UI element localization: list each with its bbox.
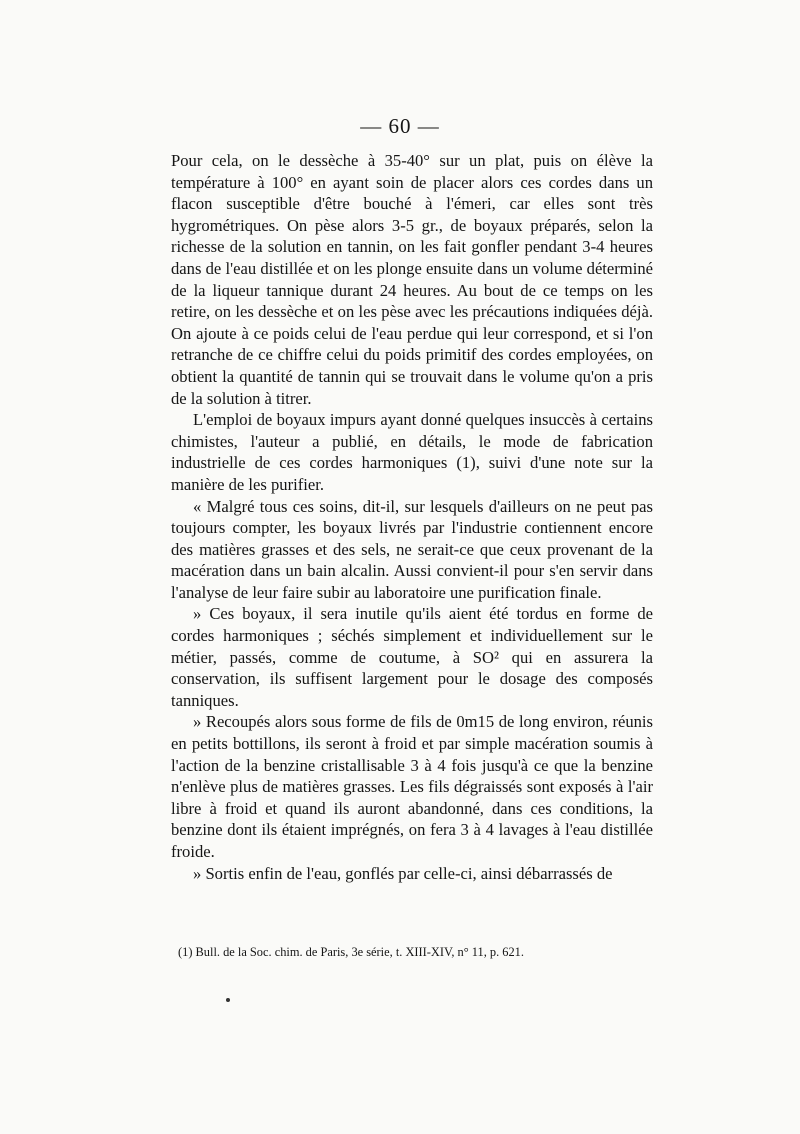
body-text [171, 150, 653, 884]
paragraph: Pour cela, on le dessèche à 35-40° sur un plat, puis on élève la température à 100° en ayant soin de placer alors ces cordes dans un flacon susceptible d'être bouché à l'émeri, car elles sont très hygrométriques. On pèse alors 3-5 gr., de boyaux préparés, selon la richesse de la solution en tannin, on les fait gonfler pendant 3-4 heures dans de l'eau distillée et on les plonge ensuite dans un volume déterminé de la liqueur tannique durant 24 heures. Au bout de ce temps on les retire, on les dessèche et on les pèse avec les précautions indiquées déjà. On ajoute à ce poids celui de l'eau perdue qui leur correspond, et si l'on retranche de ce chiffre celui du poids primitif des cordes employées, on obtient la quantité de tannin qui se trouvait dans le volume qu'on a pris de la solution à titrer. [171, 151, 653, 408]
footnote: (1) Bull. de la Soc. chim. de Paris, 3e série, t. XIII-XIV, n° 11, p. 621. [178, 945, 524, 959]
paragraph: « Malgré tous ces soins, dit-il, sur lesquels d'ailleurs on ne peut pas toujours compter, les boyaux livrés par l'industrie contiennent encore des matières grasses et des sels, ne serait-ce que ceux provenant de la macération dans un bain alcalin. Aussi convient-il pour s'en servir dans l'analyse de leur faire subir au laboratoire une purification finale. [171, 496, 653, 602]
paragraph: L'emploi de boyaux impurs ayant donné quelques insuccès à certains chimistes, l'auteur a publié, en détails, le mode de fabrication industrielle de ces cordes harmoniques (1), suivi d'une note sur la manière de les purifier. [171, 410, 653, 494]
paragraph: » Recoupés alors sous forme de fils de 0m15 de long environ, réunis en petits bottillons, ils seront à froid et par simple macération soumis à l'action de la benzine cristallisable 3 à 4 fois jusqu'à ce que la benzine n'enlève plus de matières grasses. Les fils dégraissés sont exposés à l'air libre à froid et quand ils auront abandonné, dans ces conditions, la benzine dont ils étaient imprégnés, on fera 3 à 4 lavages à l'eau distillée froide. [171, 712, 653, 861]
page-number: — 60 — [360, 114, 440, 138]
paragraph: » Sortis enfin de l'eau, gonflés par celle-ci, ainsi débarrassés de [193, 863, 613, 883]
ink-dot [226, 998, 230, 1002]
paragraph: » Ces boyaux, il sera inutile qu'ils aient été tordus en forme de cordes harmoniques ; séchés simplement et individuellement sur le métier, passés, comme de coutume, à SO² qui en assurera la conservation, ils suffisent largement pour le dosage des composés tanniques. [171, 604, 653, 710]
